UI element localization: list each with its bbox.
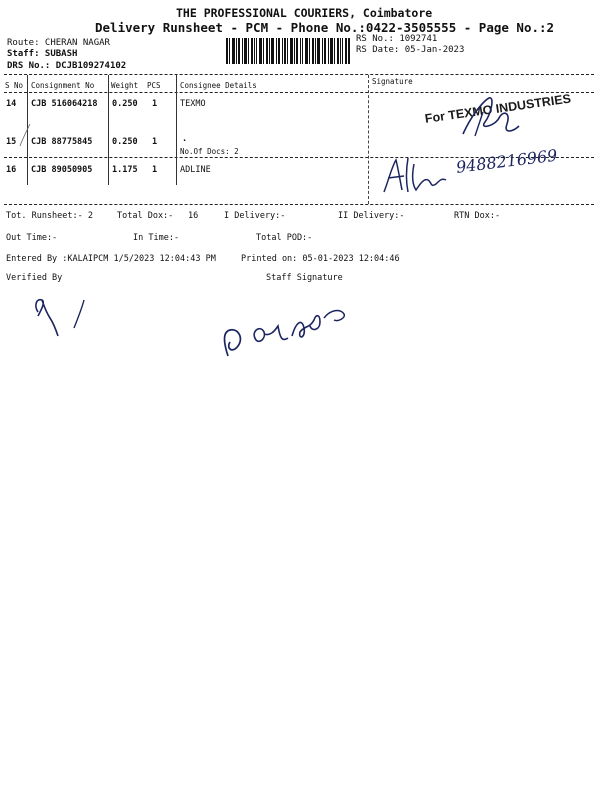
- verified-by-label: Verified By: [6, 273, 63, 283]
- table-cell-sno: 16: [6, 165, 17, 175]
- table-cell-consignee: .: [182, 134, 188, 144]
- table-cell-weight: 1.175: [112, 165, 138, 175]
- table-cell-pcs: 1: [152, 165, 158, 175]
- docs-count-note: No.Of Docs: 2: [180, 147, 239, 156]
- column-header: Weight: [111, 81, 139, 90]
- recipient-signature: [378, 154, 448, 198]
- total-dox-label: Total Dox:-: [117, 211, 174, 221]
- column-header: S No: [5, 81, 24, 90]
- col-divider: [108, 75, 109, 185]
- table-bottom-rule: [4, 204, 594, 205]
- company-title: THE PROFESSIONAL COURIERS, Coimbatore: [176, 6, 433, 20]
- company-stamp-text: For TEXMO INDUSTRIES: [424, 91, 572, 126]
- recipient-signature: [455, 92, 525, 142]
- handwritten-phone: 9488216969: [455, 145, 559, 177]
- drs-number: DRS No.: DCJB109274102: [7, 61, 127, 71]
- table-top-rule: [4, 74, 594, 75]
- printed-on: Printed on: 05-01-2023 12:04:46: [241, 254, 400, 264]
- route-label: Route: CHERAN NAGAR: [7, 38, 110, 48]
- table-cell-consignee: ADLINE: [180, 165, 211, 175]
- col-divider: [368, 75, 369, 204]
- rtn-dox: RTN Dox:-: [454, 211, 501, 221]
- column-header: Consignee Details: [180, 81, 257, 90]
- ii-delivery: II Delivery:-: [338, 211, 405, 221]
- tot-runsheet: Tot. Runsheet:- 2: [6, 211, 93, 221]
- rs-date: RS Date: 05-Jan-2023: [356, 45, 465, 55]
- verifier-signature: [28, 292, 98, 340]
- staff-signature: [216, 298, 356, 366]
- staff-label: Staff: SUBASH: [7, 49, 78, 59]
- table-cell-consignment: CJB 516064218: [31, 99, 98, 109]
- out-time: Out Time:-: [6, 233, 58, 243]
- column-header: Signature: [372, 77, 413, 86]
- table-cell-consignment: CJB 89050905: [31, 165, 93, 175]
- table-cell-pcs: 1: [152, 137, 158, 147]
- barcode: [226, 38, 350, 64]
- table-cell-weight: 0.250: [112, 137, 138, 147]
- table-cell-consignment: CJB 88775845: [31, 137, 93, 147]
- total-dox-value: 16: [188, 211, 199, 221]
- table-cell-pcs: 1: [152, 99, 158, 109]
- rs-number: RS No.: 1092741: [356, 34, 438, 44]
- in-time: In Time:-: [133, 233, 180, 243]
- table-cell-sno: 14: [6, 99, 17, 109]
- runsheet-title: Delivery Runsheet - PCM - Phone No.:0422-3505555 - Page No.:2: [95, 20, 555, 35]
- column-header: Consignment No: [31, 81, 95, 90]
- table-cell-weight: 0.250: [112, 99, 138, 109]
- entered-by: Entered By :KALAIPCM 1/5/2023 12:04:43 PM: [6, 254, 216, 264]
- column-header: PCS: [147, 81, 161, 90]
- table-cell-consignee: TEXMO: [180, 99, 206, 109]
- pen-mark: [18, 122, 32, 148]
- table-cell-sno: 15: [6, 137, 17, 147]
- total-pod: Total POD:-: [256, 233, 313, 243]
- staff-signature-label: Staff Signature: [266, 273, 343, 283]
- col-divider: [176, 75, 177, 185]
- i-delivery: I Delivery:-: [224, 211, 286, 221]
